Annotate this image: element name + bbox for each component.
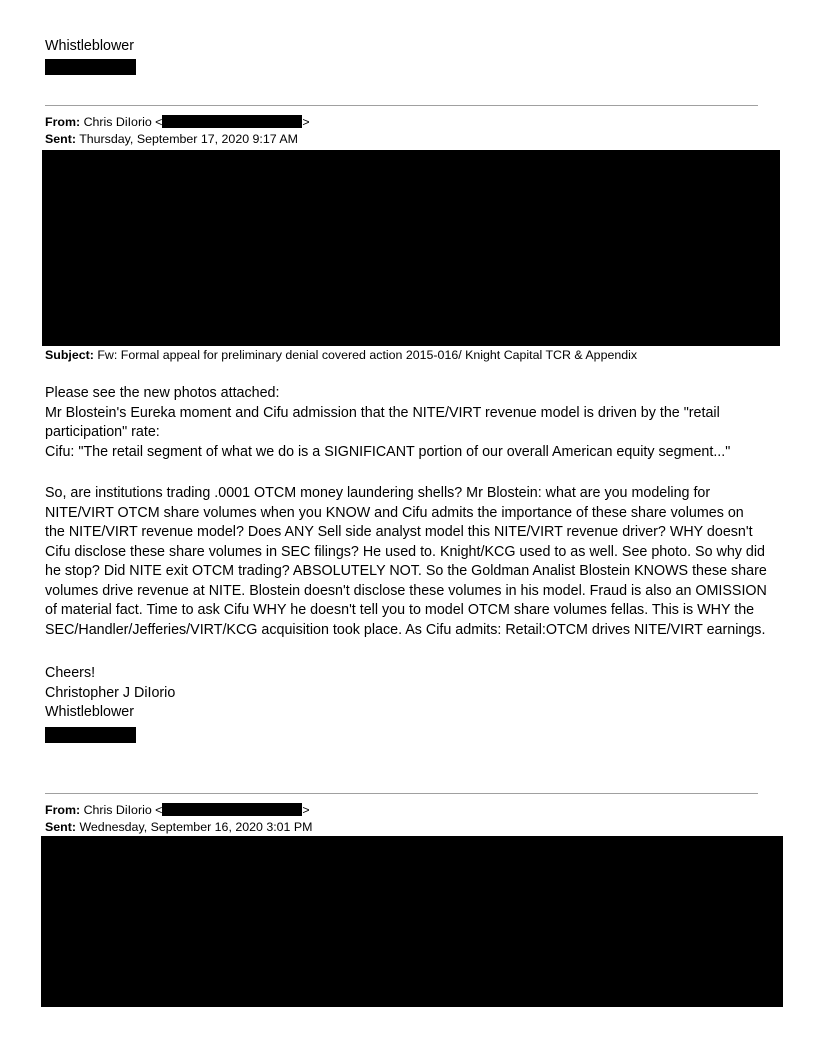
body-line: NITE/VIRT OTCM share volumes when you KNOW and Cifu admits the importance of these share volumes on (45, 504, 744, 521)
closing-line: Christopher J DiIorio (45, 684, 176, 701)
redacted-recipients-block (42, 150, 780, 346)
body-line: Cifu: "The retail segment of what we do is a SIGNIFICANT portion of our overall American equity segment..." (45, 443, 731, 460)
from-close: > (302, 803, 310, 817)
subject-value: Fw: Formal appeal for preliminary denial covered action 2015-016/ Knight Capital TCR & Appendix (97, 348, 638, 362)
redacted-signature-block (45, 59, 136, 75)
body-line: of material fact. Time to ask Cifu WHY he doesn't tell you to model OTCM share volumes fellas. This is WHY the (45, 602, 755, 618)
email-divider (45, 793, 758, 794)
body-line: Cifu disclose these share volumes in SEC filings? He used to. Knight/KCG used to as well. See photo. So why did (45, 543, 765, 560)
sent-label: Sent: (45, 132, 76, 146)
redacted-email-address (162, 803, 302, 816)
from-name: Chris DiIorio < (83, 115, 163, 129)
redacted-signature-block (45, 727, 136, 743)
from-name: Chris DiIorio < (83, 803, 163, 817)
sent-label: Sent: (45, 820, 76, 834)
body-line: participation" rate: (45, 424, 160, 440)
body-paragraph-1 (45, 384, 730, 462)
body-line: the NITE/VIRT revenue model? Does ANY Sell side analyst model this NITE/VIRT revenue driver? WHY doesn't (45, 524, 753, 540)
from-close: > (302, 115, 310, 129)
body-line: he stop? Did NITE exit OTCM trading? ABSOLUTELY NOT. So the Goldman Analist Blostein KNOWS these share (45, 563, 767, 579)
sent-line (45, 132, 298, 147)
subject-line (45, 348, 637, 363)
redacted-recipients-block (41, 836, 783, 1007)
redacted-email-address (162, 115, 302, 128)
top-signature-name: Whistleblower (45, 38, 134, 54)
body-line: Please see the new photos attached: (45, 385, 280, 401)
sent-value: Thursday, September 17, 2020 9:17 AM (79, 132, 299, 146)
sent-line (45, 820, 312, 835)
from-line (45, 803, 310, 818)
body-line: volumes drive revenue at NITE. Blostein doesn't disclose these volumes in his model. Fraud is also an OMISSION (45, 582, 767, 599)
email-divider (45, 105, 758, 106)
body-paragraph-2 (45, 484, 767, 640)
subject-label: Subject: (45, 348, 94, 362)
closing-line: Cheers! (45, 665, 96, 681)
from-label: From: (45, 115, 81, 129)
body-line: SEC/Handler/Jefferies/VIRT/KCG acquisition took place. As Cifu admits: Retail:OTCM drives NITE/VIRT earnings. (45, 621, 766, 638)
from-line (45, 115, 310, 130)
closing-signature (45, 664, 175, 723)
body-line: So, are institutions trading .0001 OTCM money laundering shells? Mr Blostein: what are you modeling for (45, 485, 711, 501)
body-line: Mr Blostein's Eureka moment and Cifu admission that the NITE/VIRT revenue model is driven by the "retail (45, 404, 720, 421)
from-label: From: (45, 803, 81, 817)
sent-value: Wednesday, September 16, 2020 3:01 PM (79, 820, 313, 834)
closing-line: Whistleblower (45, 704, 134, 720)
